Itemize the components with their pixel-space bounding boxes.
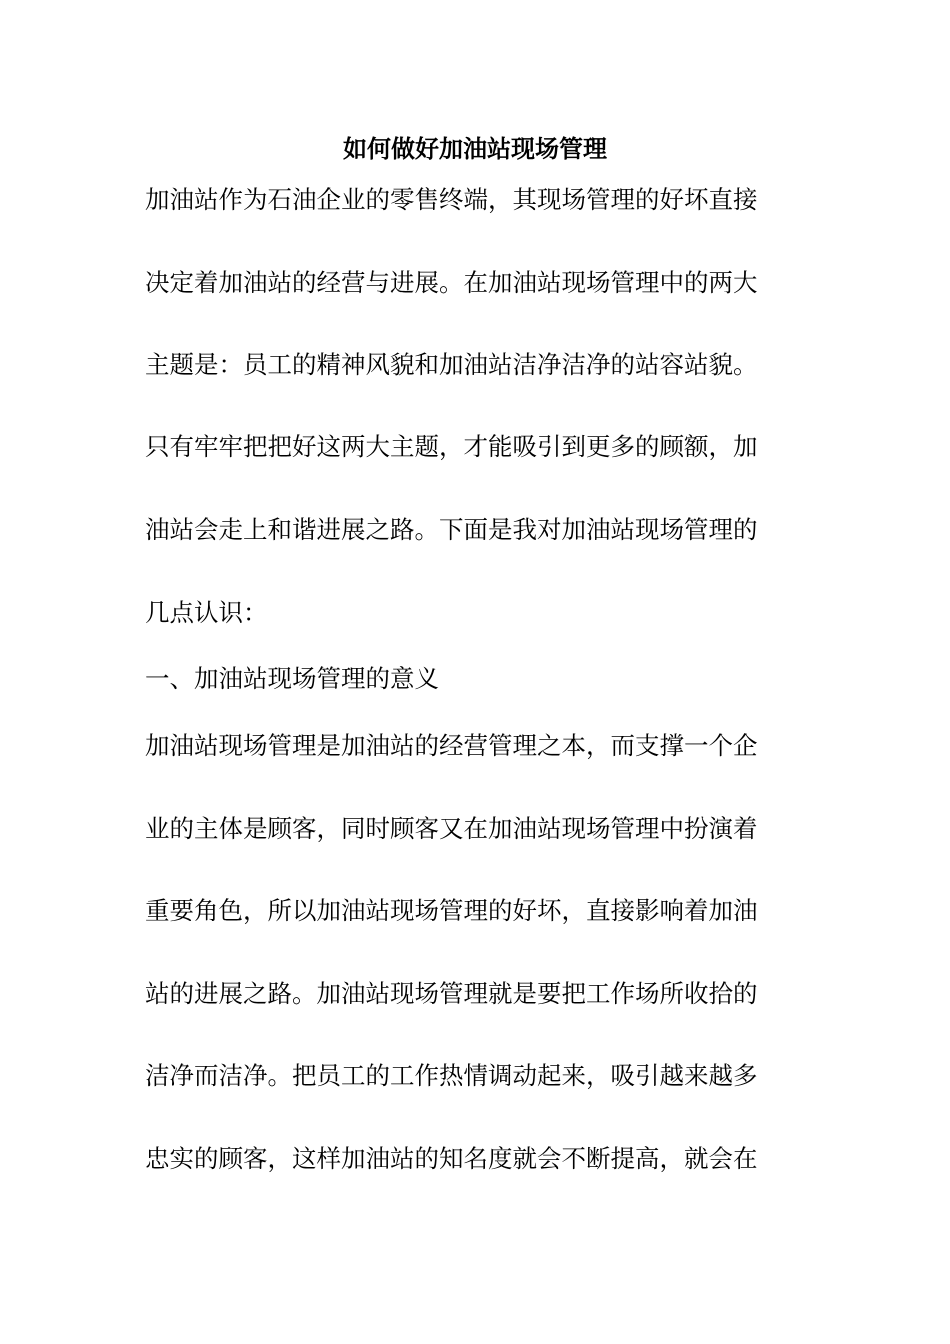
paragraph-line: 加油站作为石油企业的零售终端，其现场管理的好坏直接 — [145, 185, 758, 214]
paragraph-line: 重要角色，所以加油站现场管理的好坏，直接影响着加油 — [145, 896, 758, 925]
paragraph-line: 主题是：员工的精神风貌和加油站洁净洁净的站容站貌。 — [145, 350, 758, 379]
paragraph-line: 几点认识： — [145, 598, 268, 627]
paragraph-line: 业的主体是顾客，同时顾客又在加油站现场管理中扮演着 — [145, 814, 758, 843]
paragraph-line: 忠实的顾客，这样加油站的知名度就会不断提高，就会在 — [145, 1144, 758, 1173]
document-title: 如何做好加油站现场管理 — [343, 134, 607, 163]
paragraph-line: 只有牢牢把把好这两大主题，才能吸引到更多的顾额，加 — [145, 432, 758, 461]
paragraph-line: 加油站现场管理是加油站的经营管理之本，而支撑一个企 — [145, 731, 758, 760]
section-heading: 一、加油站现场管理的意义 — [145, 664, 439, 693]
paragraph-line: 油站会走上和谐进展之路。下面是我对加油站现场管理的 — [145, 515, 758, 544]
paragraph-line: 站的进展之路。加油站现场管理就是要把工作场所收拾的 — [145, 979, 758, 1008]
paragraph-line: 洁净而洁净。把员工的工作热情调动起来，吸引越来越多 — [145, 1061, 758, 1090]
paragraph-line: 决定着加油站的经营与进展。在加油站现场管理中的两大 — [145, 268, 758, 297]
